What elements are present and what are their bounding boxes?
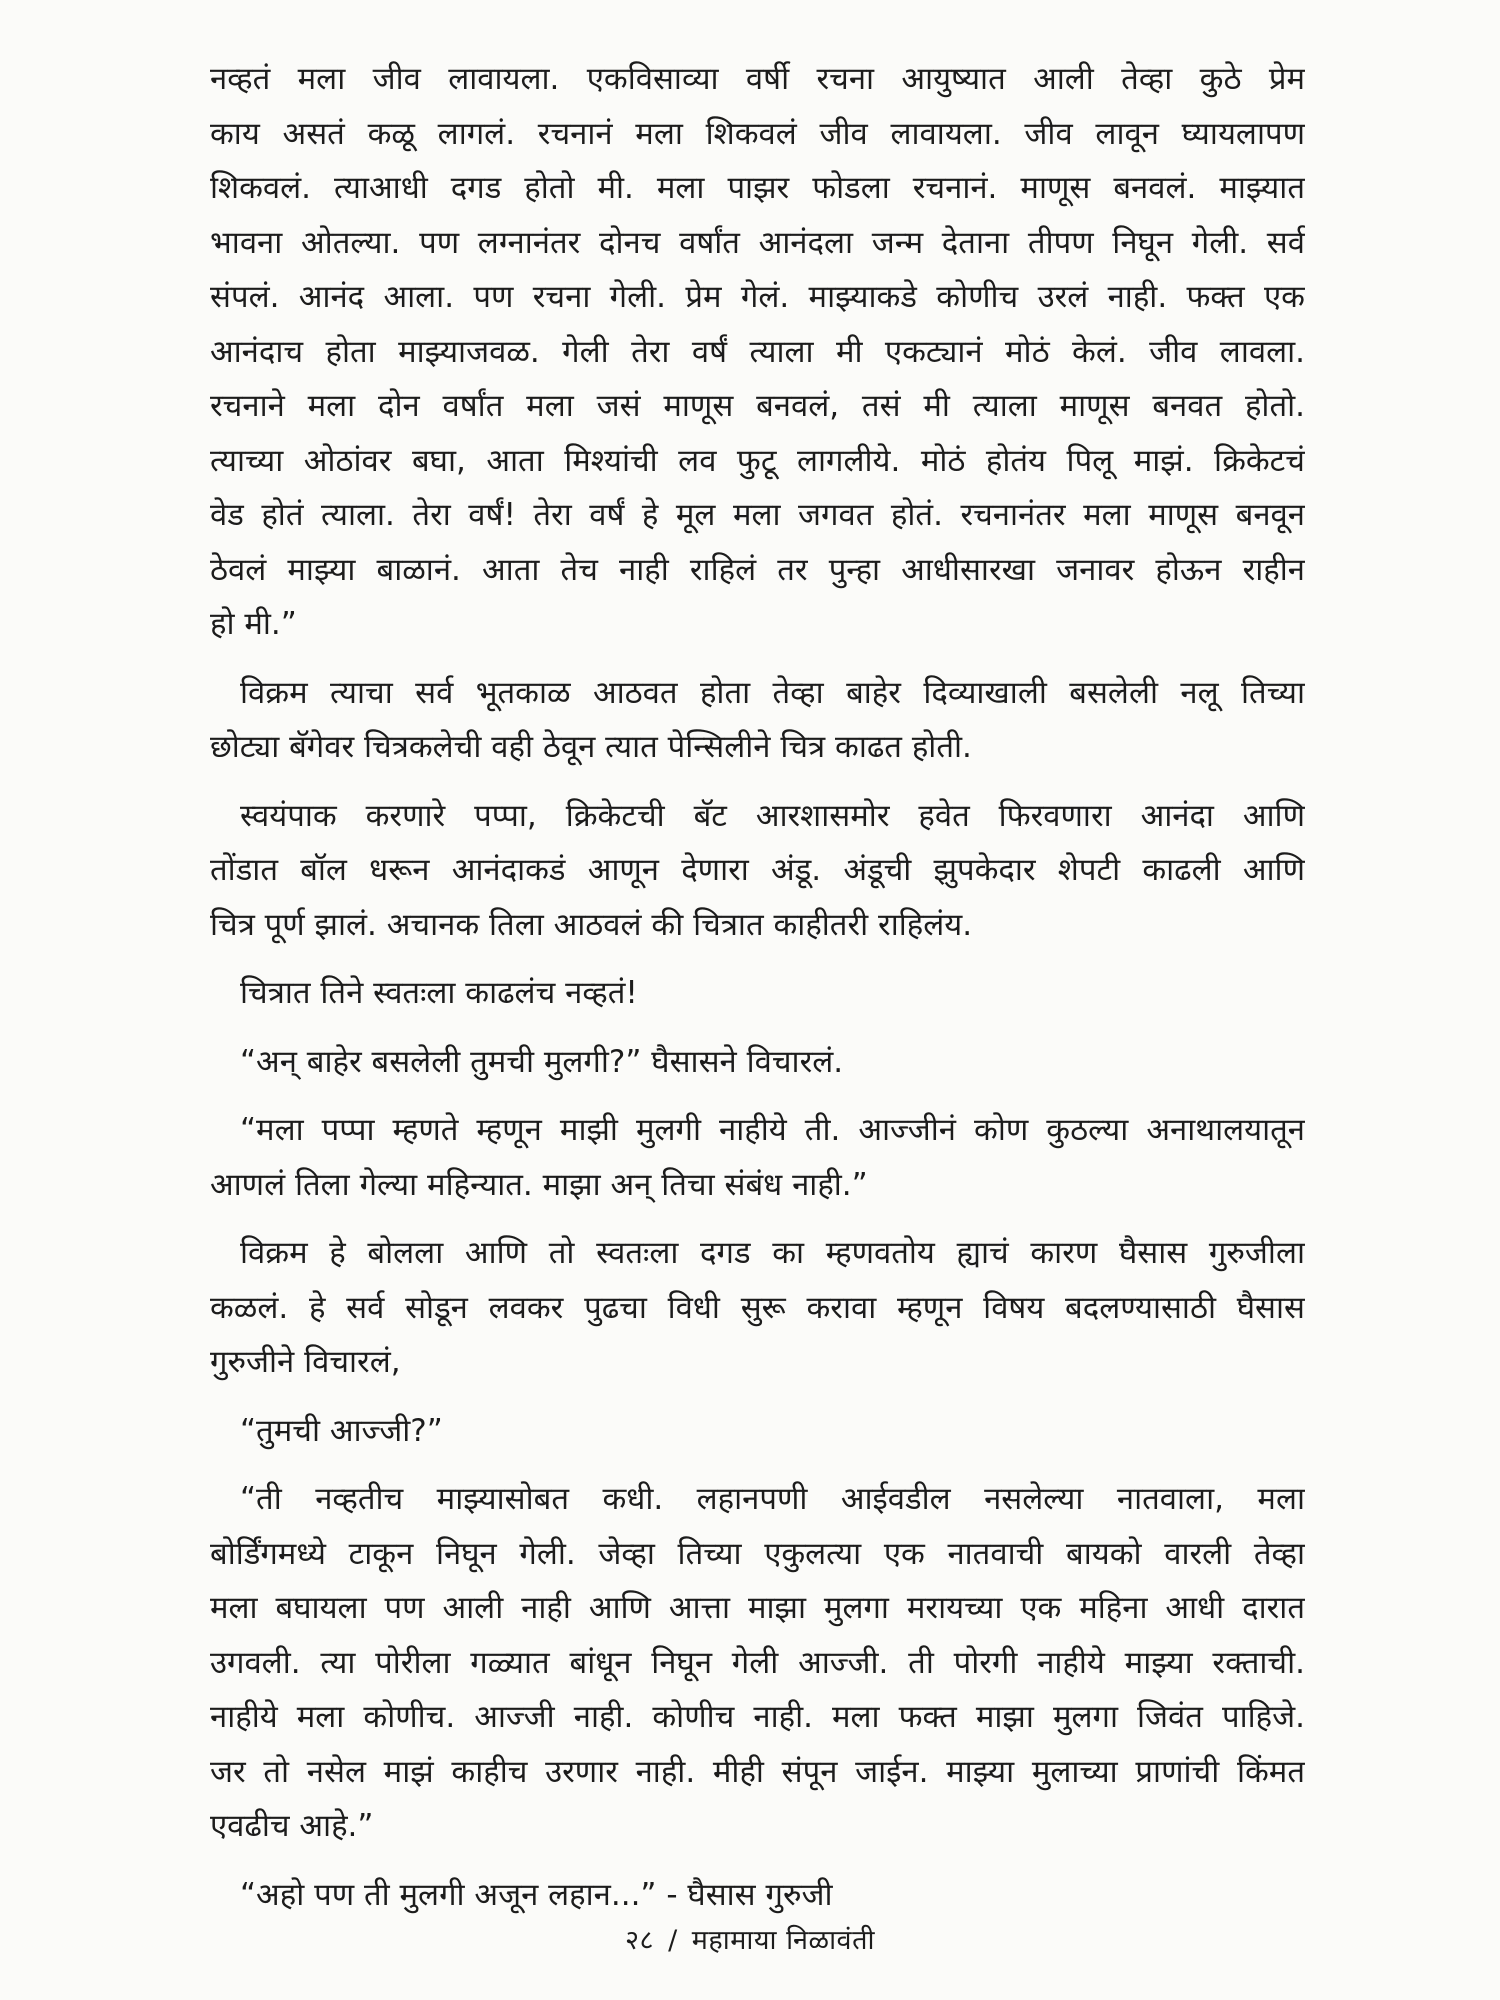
text-line: गुरुजीने विचारलं, (210, 1344, 401, 1380)
paragraph (210, 1035, 1305, 1090)
text-line: “अहो पण ती मुलगी अजून लहान...” - घैसास गुरुजी (240, 1876, 833, 1913)
text-line: “तुमची आज्जी?” (240, 1412, 443, 1449)
paragraph (210, 1103, 1305, 1212)
body-text (210, 52, 1305, 1922)
text-line: जर तो नसेल माझं काहीच उरणार नाही. मीही संपून जाईन. माझ्या मुलाच्या प्राणांची किंमत (210, 1753, 1305, 1790)
text-line: छोट्या बॅगेवर चित्रकलेची वही ठेवून त्यात पेन्सिलीने चित्र काढत होती. (210, 729, 972, 765)
paragraph (210, 789, 1305, 953)
paragraph (210, 1472, 1305, 1854)
page-number: २८ (625, 1925, 655, 1956)
paragraph (210, 966, 1305, 1021)
page-footer (0, 1920, 1500, 1957)
text-line: नव्हतं मला जीव लावायला. एकविसाव्या वर्षी रचना आयुष्यात आली तेव्हा कुठे प्रेम (210, 61, 1305, 97)
text-line: चित्र पूर्ण झालं. अचानक तिला आठवलं की चित्रात काहीतरी राहिलंय. (210, 906, 973, 943)
book-title: महामाया निळावंती (691, 1925, 875, 1956)
text-line: एवढीच आहे.” (210, 1808, 374, 1844)
text-line: त्याच्या ओठांवर बघा, आता मिश्यांची लव फुटू लागलीये. मोठं होतंय पिलू माझं. क्रिकेटचं (210, 442, 1305, 479)
text-line: स्वयंपाक करणारे पप्पा, क्रिकेटची बॅट आरशासमोर हवेत फिरवणारा आनंदा आणि (240, 797, 1305, 834)
paragraph (210, 52, 1305, 652)
text-line: शिकवलं. त्याआधी दगड होतो मी. मला पाझर फोडला रचनानं. माणूस बनवलं. माझ्यात (210, 170, 1305, 206)
footer-separator: / (668, 1925, 678, 1956)
text-line: कळलं. हे सर्व सोडून लवकर पुढचा विधी सुरू करावा म्हणून विषय बदलण्यासाठी घैसास (210, 1289, 1305, 1326)
text-line: रचनाने मला दोन वर्षांत मला जसं माणूस बनवलं, तसं मी त्याला माणूस बनवत होतो. (210, 388, 1305, 424)
text-line: मला बघायला पण आली नाही आणि आत्ता माझा मुलगा मरायच्या एक महिना आधी दारात (210, 1590, 1305, 1626)
paragraph (210, 1404, 1305, 1459)
text-line: बोर्डिंगमध्ये टाकून निघून गेली. जेव्हा तिच्या एकुलत्या एक नातवाची बायको वारली तेव्हा (210, 1535, 1305, 1572)
text-line: हो मी.” (210, 606, 297, 642)
text-line: आनंदाच होता माझ्याजवळ. गेली तेरा वर्षं त्याला मी एकट्यानं मोठं केलं. जीव लावला. (210, 333, 1305, 370)
text-line: काय असतं कळू लागलं. रचनानं मला शिकवलं जीव लावायला. जीव लावून घ्यायलापण (210, 115, 1305, 152)
paragraph (210, 1868, 1305, 1923)
text-line: नाहीये मला कोणीच. आज्जी नाही. कोणीच नाही. मला फक्त माझा मुलगा जिवंत पाहिजे. (210, 1699, 1305, 1735)
paragraph (210, 1226, 1305, 1390)
text-line: वेड होतं त्याला. तेरा वर्षं! तेरा वर्षं हे मूल मला जगवत होतं. रचनानंतर मला माणूस बनवून (210, 497, 1305, 533)
text-line: भावना ओतल्या. पण लग्नानंतर दोनच वर्षांत आनंदला जन्म देताना तीपण निघून गेली. सर्व (210, 224, 1305, 261)
text-line: तोंडात बॉल धरून आनंदाकडं आणून देणारा अंडू. अंडूची झुपकेदार शेपटी काढली आणि (210, 852, 1305, 888)
text-line: “ती नव्हतीच माझ्यासोबत कधी. लहानपणी आईवडील नसलेल्या नातवाला, मला (240, 1481, 1305, 1517)
paragraph (210, 666, 1305, 775)
text-line: संपलं. आनंद आला. पण रचना गेली. प्रेम गेलं. माझ्याकडे कोणीच उरलं नाही. फक्त एक (210, 279, 1305, 315)
text-line: चित्रात तिने स्वतःला काढलंच नव्हतं! (240, 975, 638, 1011)
text-line: “अन् बाहेर बसलेली तुमची मुलगी?” घैसासने विचारलं. (240, 1043, 844, 1080)
text-line: ठेवलं माझ्या बाळानं. आता तेच नाही राहिलं तर पुन्हा आधीसारखा जनावर होऊन राहीन (210, 551, 1305, 588)
text-line: विक्रम हे बोलला आणि तो स्वतःला दगड का म्हणवतोय ह्याचं कारण घैसास गुरुजीला (240, 1235, 1305, 1271)
text-line: आणलं तिला गेल्या महिन्यात. माझा अन् तिचा संबंध नाही.” (210, 1166, 868, 1203)
text-line: “मला पप्पा म्हणते म्हणून माझी मुलगी नाहीये ती. आज्जीनं कोण कुठल्या अनाथालयातून (240, 1112, 1305, 1148)
text-line: विक्रम त्याचा सर्व भूतकाळ आठवत होता तेव्हा बाहेर दिव्याखाली बसलेली नलू तिच्या (240, 674, 1305, 711)
text-line: उगवली. त्या पोरीला गळ्यात बांधून निघून गेली आज्जी. ती पोरगी नाहीये माझ्या रक्ताची. (210, 1644, 1305, 1681)
